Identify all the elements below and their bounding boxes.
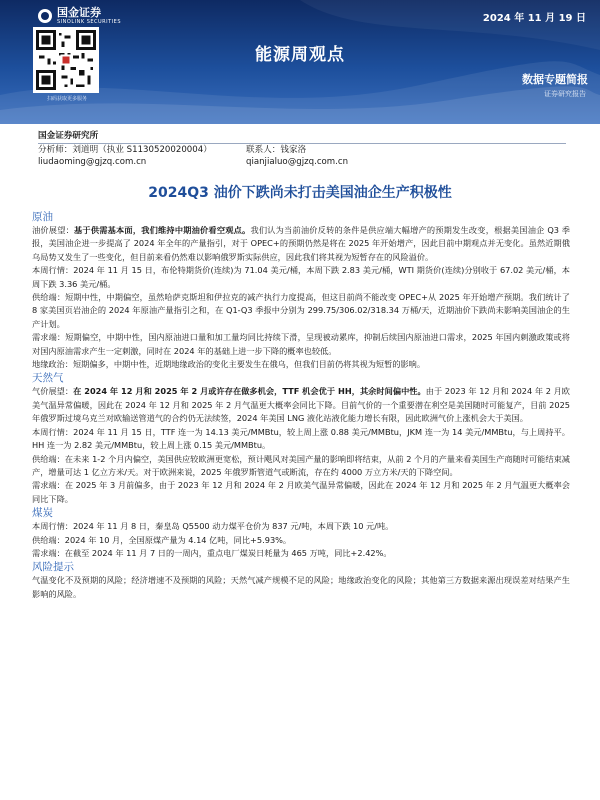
section-heading: 风险提示: [32, 561, 74, 574]
paragraph: [32, 520, 570, 533]
report-body: [32, 210, 570, 601]
institute-name: 国金证券研究所: [38, 131, 99, 141]
paragraph: [32, 264, 570, 291]
section-heading: 原油: [32, 211, 53, 223]
report-type: 数据专题简报: [522, 73, 588, 86]
paragraph: [32, 574, 570, 601]
contact-name: 联系人：钱家洛: [246, 145, 307, 155]
paragraph-rest: 本周行情：2024 年 11 月 15 日，布伦特期货价(连续)为 71.04 美元/桶，本周下跌 2.83 美元/桶，WTI 期货价(连续)分别收于 67.02 美元/桶，本周下跌 3.36 美元/桶。: [32, 265, 570, 289]
paragraph: [32, 358, 570, 371]
contact-email[interactable]: qianjialuo@gjzq.com.cn: [246, 157, 349, 167]
paragraph-rest: 供给端：在未来 1-2 个月内偏空，美国供应较欧洲更宽松，预计飓风对美国产量的影响即将结束，从前 2 个月的产量来看美国生产商随时可能结束减产，增量可达 1 亿立方米/天。对于欧洲来说，2025 年俄罗斯管道气或断流，存在约 4000 万立方米/天的下降空间。: [32, 453, 570, 477]
paragraph: [32, 547, 570, 560]
paragraph-bold: 在 2024 年 12 月和 2025 年 2 月或许存在做多机会，TTF 机会优于 HH，其余时间偏中性。: [73, 386, 426, 397]
report-date: 2024 年 11 月 19 日: [482, 13, 586, 24]
paragraph: [32, 479, 570, 506]
paragraph-rest: 需求端：短期偏空，中期中性，国内原油进口量和加工量均同比持续下滑，呈现被动累库，抑制后续国内原油进口需求，2025 年国内刺激政策或将对国内原油需求产生一定刺激，同时在 2024 年的基础上进一步下降的概率也较低。: [32, 332, 570, 356]
paragraph: [32, 331, 570, 358]
paragraph-rest: 供给端：短期中性，中期偏空，虽然哈萨克斯坦和伊拉克的减产执行力度提高，但这目前尚不能改变 OPEC+从 2025 年开始增产预期。我们统计了 8 家美国页岩油企的 2024 年原油产量指引之和，在 Q1-Q3 季报中分别为 299.75/306.02/318.34 万桶/天，近期油价下跌尚未影响美国油企的生产计划。: [32, 292, 570, 329]
document-title: 2024Q3 油价下跌尚未打击美国油企生产积极性: [148, 185, 452, 201]
analyst-email[interactable]: liudaoming@gjzq.com.cn: [38, 157, 147, 167]
section-heading: 煤炭: [32, 507, 53, 520]
paragraph-rest: 地缘政治：短期偏多，中期中性，近期地缘政治的变化主要发生在俄乌，但我们目前仍将其视为短暂的影响。: [32, 359, 426, 370]
analyst-name: 分析师：刘道明（执业 S1130520020004）: [38, 145, 212, 155]
logo-en: SINOLINK SECURITIES: [57, 19, 121, 25]
paragraph: [32, 534, 570, 547]
paragraph: [32, 291, 570, 331]
paragraph-rest: 本周行情：2024 年 11 月 8 日，秦皇岛 Q5500 动力煤平仓价为 837 元/吨，本周下跌 10 元/吨。: [32, 521, 394, 532]
paragraph: [32, 426, 570, 453]
qr-caption: 扫码获取更多服务: [46, 96, 87, 102]
paragraph-rest: 由于 2023 年 12 月和 2024 年 2 月欧美气温异常偏暖，因此在 2024 年 12 月和 2025 年 2 月气温更大概率会同比下降。目前气价的一个重要潜在利空是美国随时可能复产，目前 2025 年俄罗斯过境乌克兰对欧输送管道气的合约仍无法续签，2024 年美国 LNG 液化站液化能力增长有限，因此欧洲气价上涨机会大于美国。: [32, 386, 570, 424]
logo-mark-icon: [38, 9, 52, 23]
paragraph-rest: 需求端：在截至 2024 年 11 月 7 日的一周内，重点电厂煤炭日耗量为 465 万吨，同比+2.42%。: [32, 547, 392, 558]
paragraph-rest: 我们认为当前油价反转的条件是供应端大幅增产的预期发生改变，根据美国油企 Q3 季报，美国油企进一步提高了 2024 年全年的产量指引，对于 OPEC+的预期仍然是将在 2025 年开始增产，因此目前中期观点并无变化。虽然近期俄乌局势又发生了一些变化，但目前来看仍然难以影响俄罗斯实际供应，因此我们将其视为短暂存在的风险溢价。: [32, 225, 570, 262]
paragraph-rest: 供给端：2024 年 10 月，全国原煤产量为 4.14 亿吨，同比+5.93%。: [32, 534, 292, 545]
company-logo: [38, 7, 121, 25]
section-heading: 天然气: [32, 372, 64, 385]
paragraph: [32, 224, 570, 264]
paragraph-rest: 需求端：在 2025 年 3 月前偏多，由于 2023 年 12 月和 2024 年 2 月欧美气温异常偏暖，因此在 2024 年 12 月和 2025 年 2 月气温更大概率会同比下降。: [32, 480, 570, 504]
paragraph-rest: 本周行情：2024 年 11 月 15 日，TTF 连一为 14.13 美元/MMBtu，较上周上涨 0.88 美元/MMBtu，JKM 连一为 14 美元/MMBtu，与上周持平。HH 连一为 2.82 美元/MMBtu，较上周上涨 0.15 美元/MMBtu。: [32, 426, 570, 451]
paragraph: [32, 385, 570, 425]
logo-cn: 国金证券: [57, 6, 101, 19]
paragraph-rest: 气温变化不及预期的风险；经济增速不及预期的风险；天然气减产规模不足的风险；地缘政治变化的风险；其他第三方数据来源出现误差对结果产生影响的风险。: [32, 575, 570, 599]
author-info: [38, 130, 566, 168]
paragraph-lead: 油价展望：: [32, 225, 75, 235]
paragraph: [32, 453, 570, 480]
report-title: 能源周观点: [255, 45, 345, 65]
report-category: 证券研究报告: [544, 90, 586, 98]
paragraph-lead: 气价展望：: [32, 386, 74, 397]
report-header: [0, 0, 600, 124]
paragraph-bold: 基于供需基本面，我们维持中期油价看空观点。: [74, 225, 251, 235]
